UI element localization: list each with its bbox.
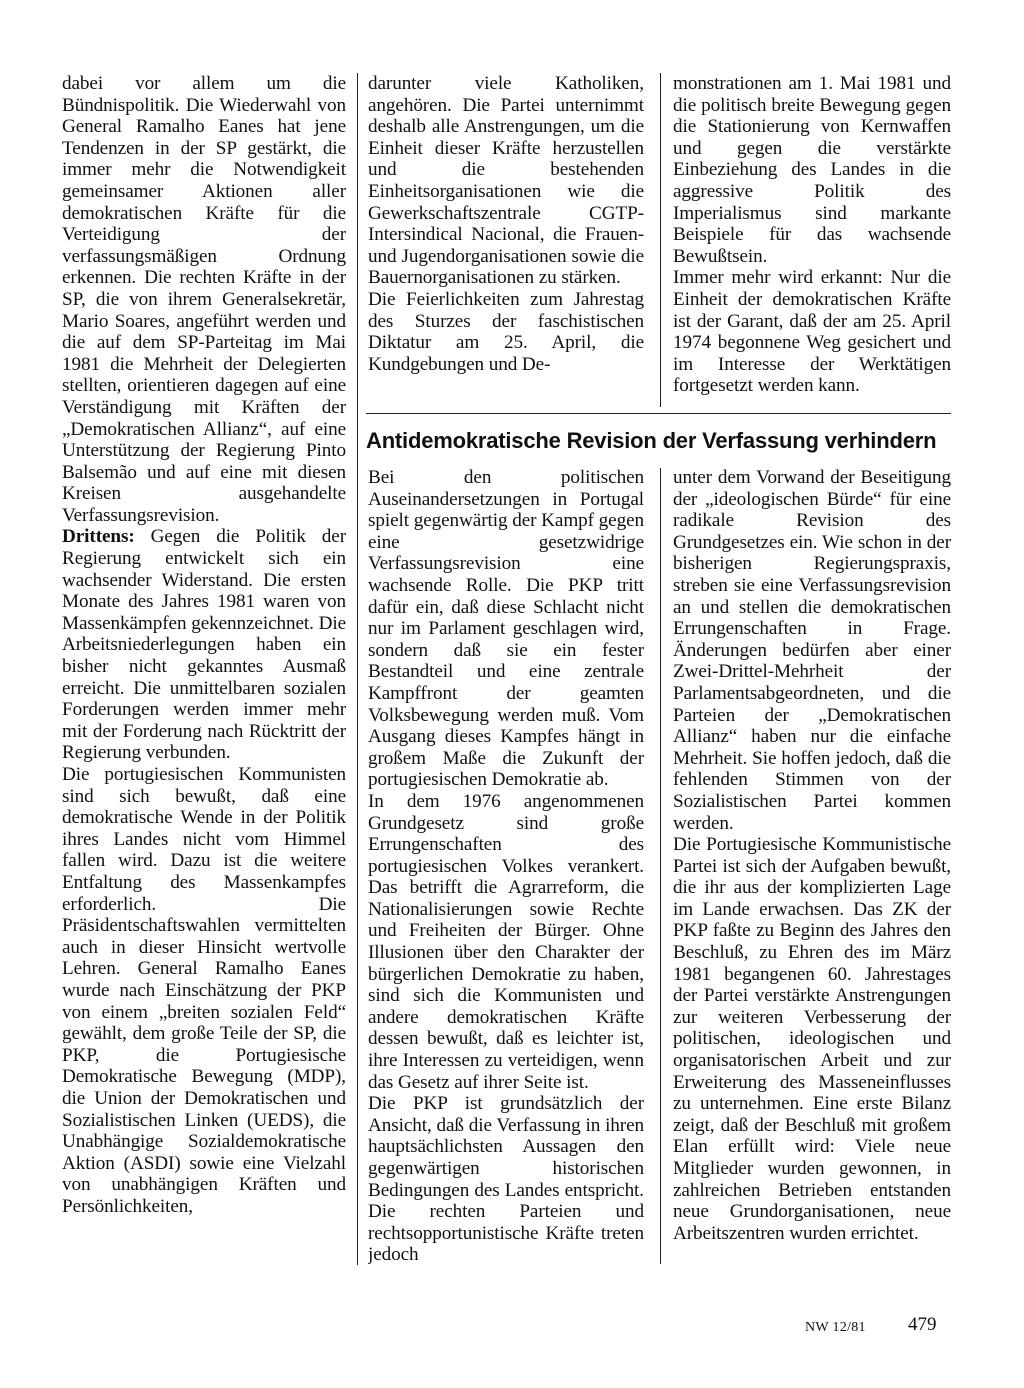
paragraph xyxy=(62,526,346,764)
paragraph: In dem 1976 angenommenen Grundgesetz sind große Errungenschaften des portugiesischen Volkes verankert. Das betrifft die Agrarreform, die Nationalisierungen sowie Rechte und Freiheiten der Bürger. Ohne Illusionen über den Charakter der bürgerlichen Demokratie zu haben, sind sich die Kommunisten und andere demokratischen Kräfte dessen bewußt, daß es leichter ist, ihre Interessen zu verteidigen, wenn das Gesetz auf ihrer Seite ist. xyxy=(368,790,644,1093)
paragraph: Die Portugiesische Kommunistische Partei ist sich der Aufgaben bewußt, die ihr aus der komplizierten Lage im Lande erwachsen. Das ZK der PKP faßte zu Beginn des Jahres den Beschluß, zu Ehren des im März 1981 begangenen 60. Jahrestages der Partei verstärkte Anstrengungen zur weiteren Verbesserung der politischen, ideologischen und organisatorischen Arbeit und zur Erweiterung des Masseneinflusses zu unternehmen. Eine erste Bilanz zeigt, daß der Beschluß mit großem Elan erfüllt wird: Viele neue Mitglieder wurden gewonnen, in zahlreichen Betrieben entstanden neue Grundorganisationen, neue Arbeitszentren wurden errichtet. xyxy=(673,834,951,1244)
column-rule xyxy=(357,73,358,1265)
paragraph: unter dem Vorwand der Beseitigung der „ideologischen Bürde“ für eine radikale Revision des Grundgesetzes ein. Wie schon in der bisherigen Regierungspraxis, streben sie eine Verfassungsrevision an und stellen die demokratischen Errungenschaften in Frage. Änderungen bedürfen aber einer Zwei-Drittel-Mehrheit der Parlamentsabgeordneten, und die Parteien der „Demokratischen Allianz“ haben nur die einfache Mehrheit. Sie hoffen jedoch, daß die fehlenden Stimmen von der Sozialistischen Partei kommen werden. xyxy=(673,467,951,834)
column-rule xyxy=(660,468,661,1264)
paragraph: Die portugiesischen Kommunisten sind sich bewußt, daß eine demokratische Wende in der Politik ihres Landes nicht vom Himmel fallen wird. Dazu ist die weitere Entfaltung des Massenkampfes erforderlich. Die Präsidentschaftswahlen vermittelten auch in dieser Hinsicht wertvolle Lehren. General Ramalho Eanes wurde nach Einschätzung der PKP von einem „breiten sozialen Feld“ gewählt, dem große Teile der SP, die PKP, die Portugiesische Demokratische Bewegung (MDP), die Union der Demokratischen und Sozialistischen Linken (UEDS), die Unabhängige Sozialdemokratische Aktion (ASDI) sowie eine Vielzahl von unabhängigen Kräften und Persönlichkeiten, xyxy=(62,764,346,1217)
paragraph: dabei vor allem um die Bündnispolitik. Die Wiederwahl von General Ramalho Eanes hat jene Tendenzen in der SP gestärkt, die immer mehr die Notwendigkeit gemeinsamer Aktionen aller demokratischen Kräfte für die Verteidigung der verfassungsmäßigen Ordnung erkennen. Die rechten Kräfte in der SP, die von ihrem Generalsekretär, Mario Soares, angeführt werden und die auf dem SP-Parteitag im Mai 1981 die Mehrheit der Delegierten stellten, orientieren dagegen auf eine Verständigung mit Kräften der „Demokratischen Allianz“, auf eine Unterstützung der Regierung Pinto Balsemão und auf eine mit diesen Kreisen ausgehandelte Verfassungsrevision. xyxy=(62,73,346,526)
section-rule xyxy=(366,413,951,414)
paragraph: monstrationen am 1. Mai 1981 und die politisch breite Bewegung gegen die Stationierung von Kernwaffen und gegen die verstärkte Einbeziehung des Landes in die aggressive Politik des Imperialismus sind markante Beispiele für das wachsende Bewußtsein. xyxy=(673,73,951,267)
column-right-upper xyxy=(673,73,951,407)
paragraph: darunter viele Katholiken, angehören. Die Partei unternimmt deshalb alle Anstrengungen, um die Einheit dieser Kräfte herzustellen und die bestehenden Einheitsorganisationen wie die Gewerkschaftszentrale CGTP-Intersindical Nacional, die Frauen- und Jugendorganisationen sowie die Bauernorganisationen zu stärken. xyxy=(368,73,644,289)
paragraph: Immer mehr wird erkannt: Nur die Einheit der demokratischen Kräfte ist der Garant, daß der am 25. April 1974 begonnene Weg gesichert und im Interesse der Werktätigen fortgesetzt werden kann. xyxy=(673,267,951,397)
publication-issue: NW 12/81 xyxy=(805,1320,866,1335)
paragraph: Die PKP ist grundsätzlich der Ansicht, daß die Verfassung in ihren hauptsächlichsten Aussagen den gegenwärtigen historischen Bedingungen des Landes entspricht. Die rechten Parteien und rechtsopportunistische Kräfte treten jedoch xyxy=(368,1093,644,1266)
paragraph-lead: Drittens: xyxy=(62,526,135,548)
paragraph: Die Feierlichkeiten zum Jahrestag des Sturzes der faschistischen Diktatur am 25. April, die Kundgebungen und De- xyxy=(368,288,644,375)
page-number: 479 xyxy=(908,1314,937,1335)
column-left xyxy=(62,73,346,1265)
column-middle-upper xyxy=(368,73,644,407)
column-right-lower xyxy=(673,467,951,1267)
column-rule xyxy=(660,73,661,407)
column-middle-lower xyxy=(368,467,644,1267)
paragraph: Bei den politischen Auseinandersetzungen in Portugal spielt gegenwärtig der Kampf gegen eine gesetzwidrige Verfassungsrevision eine wachsende Rolle. Die PKP tritt dafür ein, daß diese Schlacht nicht nur im Parlament geschlagen wird, sondern daß sie ein fester Bestandteil und eine zentrale Kampffront der geamten Volksbewegung werden muß. Vom Ausgang dieses Kampfes hängt in großem Maße die Zukunft der portugiesischen Demokratie ab. xyxy=(368,467,644,791)
paragraph-body: Gegen die Politik der Regierung entwickelt sich ein wachsender Widerstand. Die ersten Monate des Jahres 1981 waren von Massenkämpfen gekennzeichnet. Die Arbeitsniederlegungen haben ein bisher nicht gekanntes Ausmaß erreicht. Die unmittelbaren sozialen Forderungen werden immer mehr mit der Forderung nach Rücktritt der Regierung verbunden. xyxy=(62,526,346,764)
section-headline: Antidemokratische Revision der Verfassung verhindern xyxy=(366,428,937,453)
